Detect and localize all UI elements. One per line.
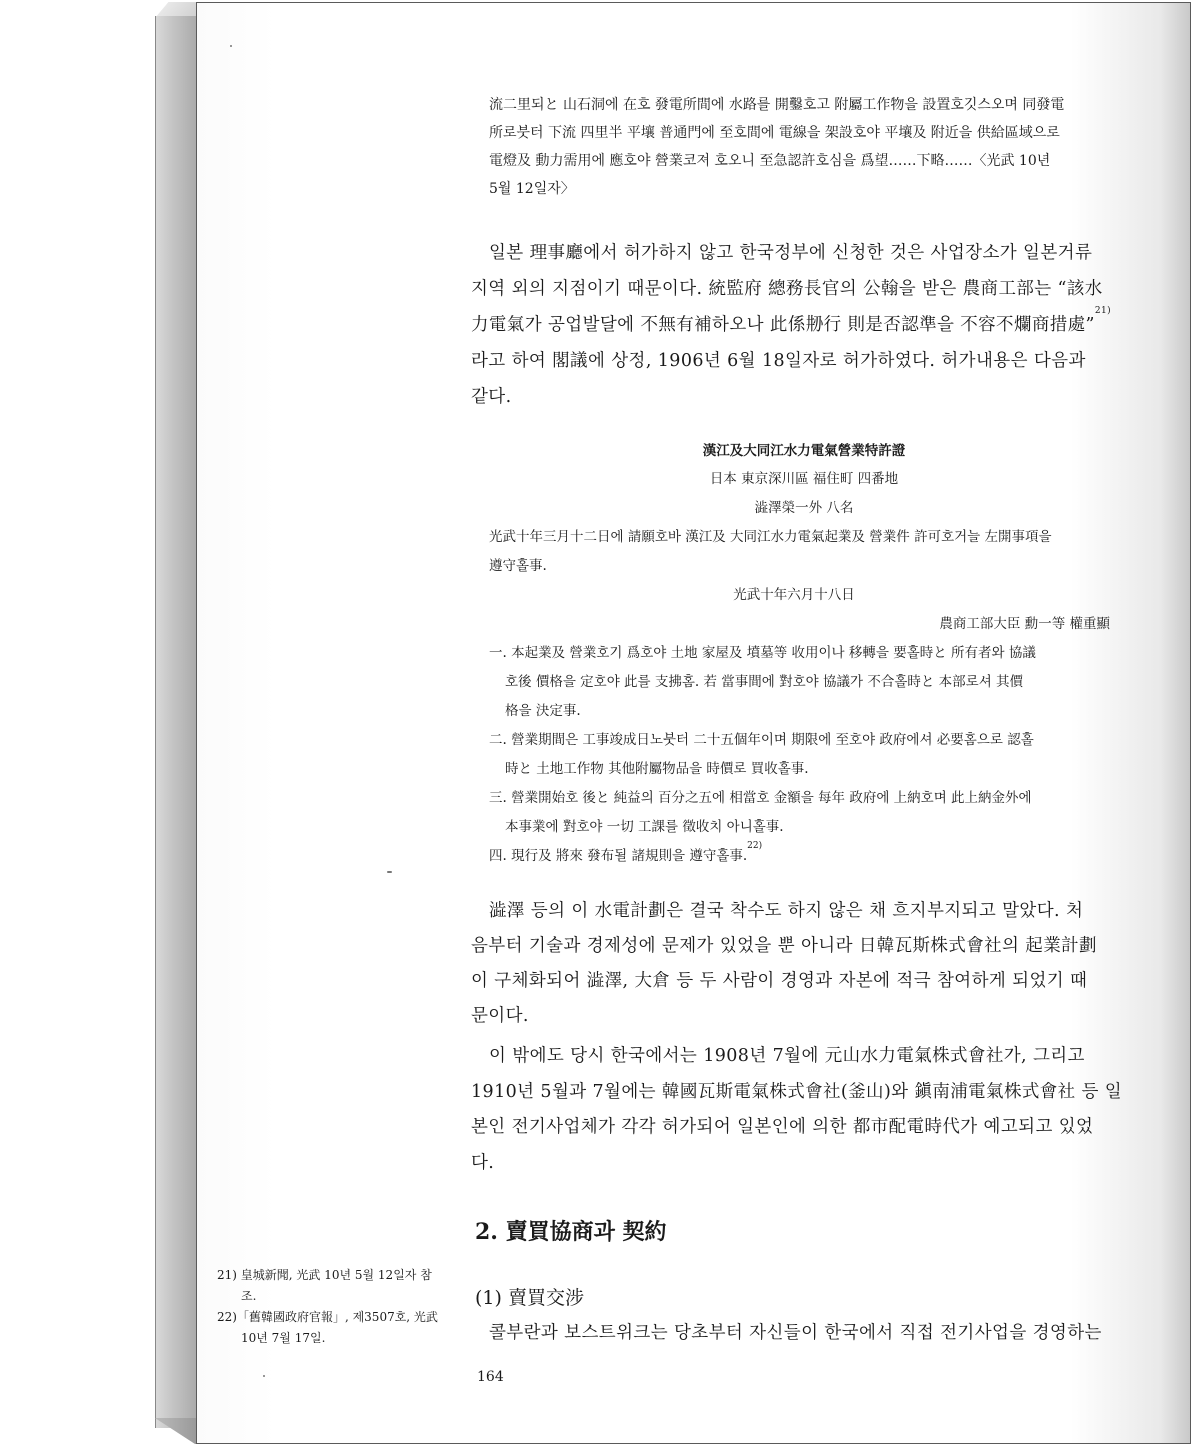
body-line: 본인 전기사업체가 각각 허가되어 일본인에 의한 都市配電時代가 예고되고 있었	[471, 1117, 1094, 1137]
body-paragraph-4: 콜부란과 보스트위크는 당초부터 자신들이 한국에서 직접 전기사업을 경영하는	[489, 1323, 1102, 1343]
body-line: 문이다.	[471, 1006, 529, 1026]
footnote-ref-21: 21)	[1094, 306, 1112, 316]
body-line: 같다.	[471, 387, 512, 407]
scan-speck	[387, 871, 392, 873]
quote-line: 5월 12일자〉	[489, 181, 575, 197]
certificate-issuer: 農商工部大臣 勳一等 權重顯	[939, 616, 1110, 632]
book-spine	[155, 16, 198, 1428]
certificate-date: 光武十年六月十八日	[733, 587, 855, 603]
body-line: 일본 理事廳에서 허가하지 않고 한국정부에 신청한 것은 사업장소가 일본거류	[489, 243, 1093, 263]
certificate-preamble-line: 光武十年三月十二日에 請願호바 漢江及 大同江水力電氣起業及 營業件 許可호거늘 左開事項을	[489, 529, 1052, 545]
certificate-title: 漢江及大同江水力電氣營業特許證	[702, 443, 906, 459]
body-line: 이 밖에도 당시 한국에서는 1908년 7월에 元山水力電氣株式會社가, 그리고	[489, 1046, 1085, 1066]
body-line: 이 구체화되어 澁澤, 大倉 등 두 사람이 경영과 자본에 적극 참여하게 되었기 때	[471, 971, 1088, 991]
certificate-item-2-cont: 時と 土地工作物 其他附屬物品을 時價로 買收홀事.	[505, 761, 809, 777]
certificate-item-3: 三. 營業開始호 後と 純益의 百分之五에 相當호 金額을 每年 政府에 上納호며 此上納金外에	[489, 790, 1032, 806]
footnote-21-cont: 조.	[241, 1289, 257, 1303]
document-page	[196, 2, 1191, 1444]
certificate-item-4-text: 四. 現行及 將來 發布될 諸規則을 遵守홀事.	[489, 848, 748, 864]
certificate-item-1-cont: 格을 決定事.	[505, 703, 581, 719]
quote-line: 流二里되と 山石洞에 在호 發電所間에 水路를 開鑿호고 附屬工作物을 設置호깃스오며 同發電	[489, 97, 1065, 113]
page-number: 164	[477, 1369, 504, 1385]
footnote-ref-22: 22)	[747, 841, 763, 851]
certificate-preamble-line: 遵守홀事.	[489, 558, 547, 574]
footnote-22: 22)「舊韓國政府官報」, 제3507호, 光武	[217, 1310, 438, 1324]
subsection-heading: (1) 賣買交涉	[475, 1287, 584, 1309]
body-line: 음부터 기술과 경제성에 문제가 있었을 뿐 아니라 日韓瓦斯株式會社의 起業計劃	[471, 936, 1097, 956]
scan-speck	[263, 1375, 265, 1377]
certificate-item-1-cont: 호後 價格을 定호야 此를 支拂홈. 若 當事間에 對호야 協議가 不合홀時と 本部로셔 其價	[505, 674, 1024, 690]
footnote-22-cont: 10년 7월 17일.	[241, 1331, 326, 1345]
body-line	[471, 307, 1111, 344]
certificate-item-3-cont: 本事業에 對호야 一切 工課를 徵收치 아니홀事.	[505, 819, 784, 835]
body-line: 다.	[471, 1153, 495, 1173]
certificate-item-2: 二. 營業期間은 工事竣成日노붓터 二十五個年이며 期限에 至호야 政府에셔 必要홈으로 認홀	[489, 732, 1034, 748]
footnote-21: 21) 皇城新聞, 光武 10년 5월 12일자 참	[217, 1268, 432, 1282]
scan-speck	[230, 45, 232, 47]
body-line: 지역 외의 지점이기 때문이다. 統監府 總務長官의 公翰을 받은 農商工部는 “該水	[471, 279, 1103, 299]
quote-line: 所로붓터 下流 四里半 平壤 普通門에 至호間에 電線을 架設호야 平壤及 附近을 供給區域으로	[489, 125, 1060, 141]
certificate-item-1: 一. 本起業及 營業호기 爲호야 土地 家屋及 墳墓等 收用이나 移轉을 要홀時と 所有者와 協議	[489, 645, 1036, 661]
body-line-text: 力電氣가 공업발달에 不無有補하오나 此係刱行 則是否認準을 不容不爛商措處”	[471, 315, 1095, 335]
body-line: 라고 하여 閣議에 상정, 1906년 6월 18일자로 허가하였다. 허가내용은 다음과	[471, 351, 1086, 371]
certificate-item-4	[489, 842, 762, 871]
body-line: 澁澤 등의 이 水電計劃은 결국 착수도 하지 않은 채 흐지부지되고 말았다. 처	[489, 901, 1084, 921]
book-spine-bottom	[155, 1418, 197, 1444]
body-line: 1910년 5월과 7월에는 韓國瓦斯電氣株式會社(釜山)와 鎭南浦電氣株式會社 등 일	[471, 1082, 1123, 1102]
section-heading: 2. 賣買協商과 契約	[475, 1219, 667, 1245]
certificate-grantee: 澁澤榮一外 八名	[754, 500, 854, 516]
quote-line: 電燈及 動力需用에 應호야 營業코져 호오니 至急認許호심을 爲望……下略……〈光武 10년	[489, 153, 1051, 169]
certificate-address: 日本 東京深川區 福住町 四番地	[709, 471, 899, 487]
